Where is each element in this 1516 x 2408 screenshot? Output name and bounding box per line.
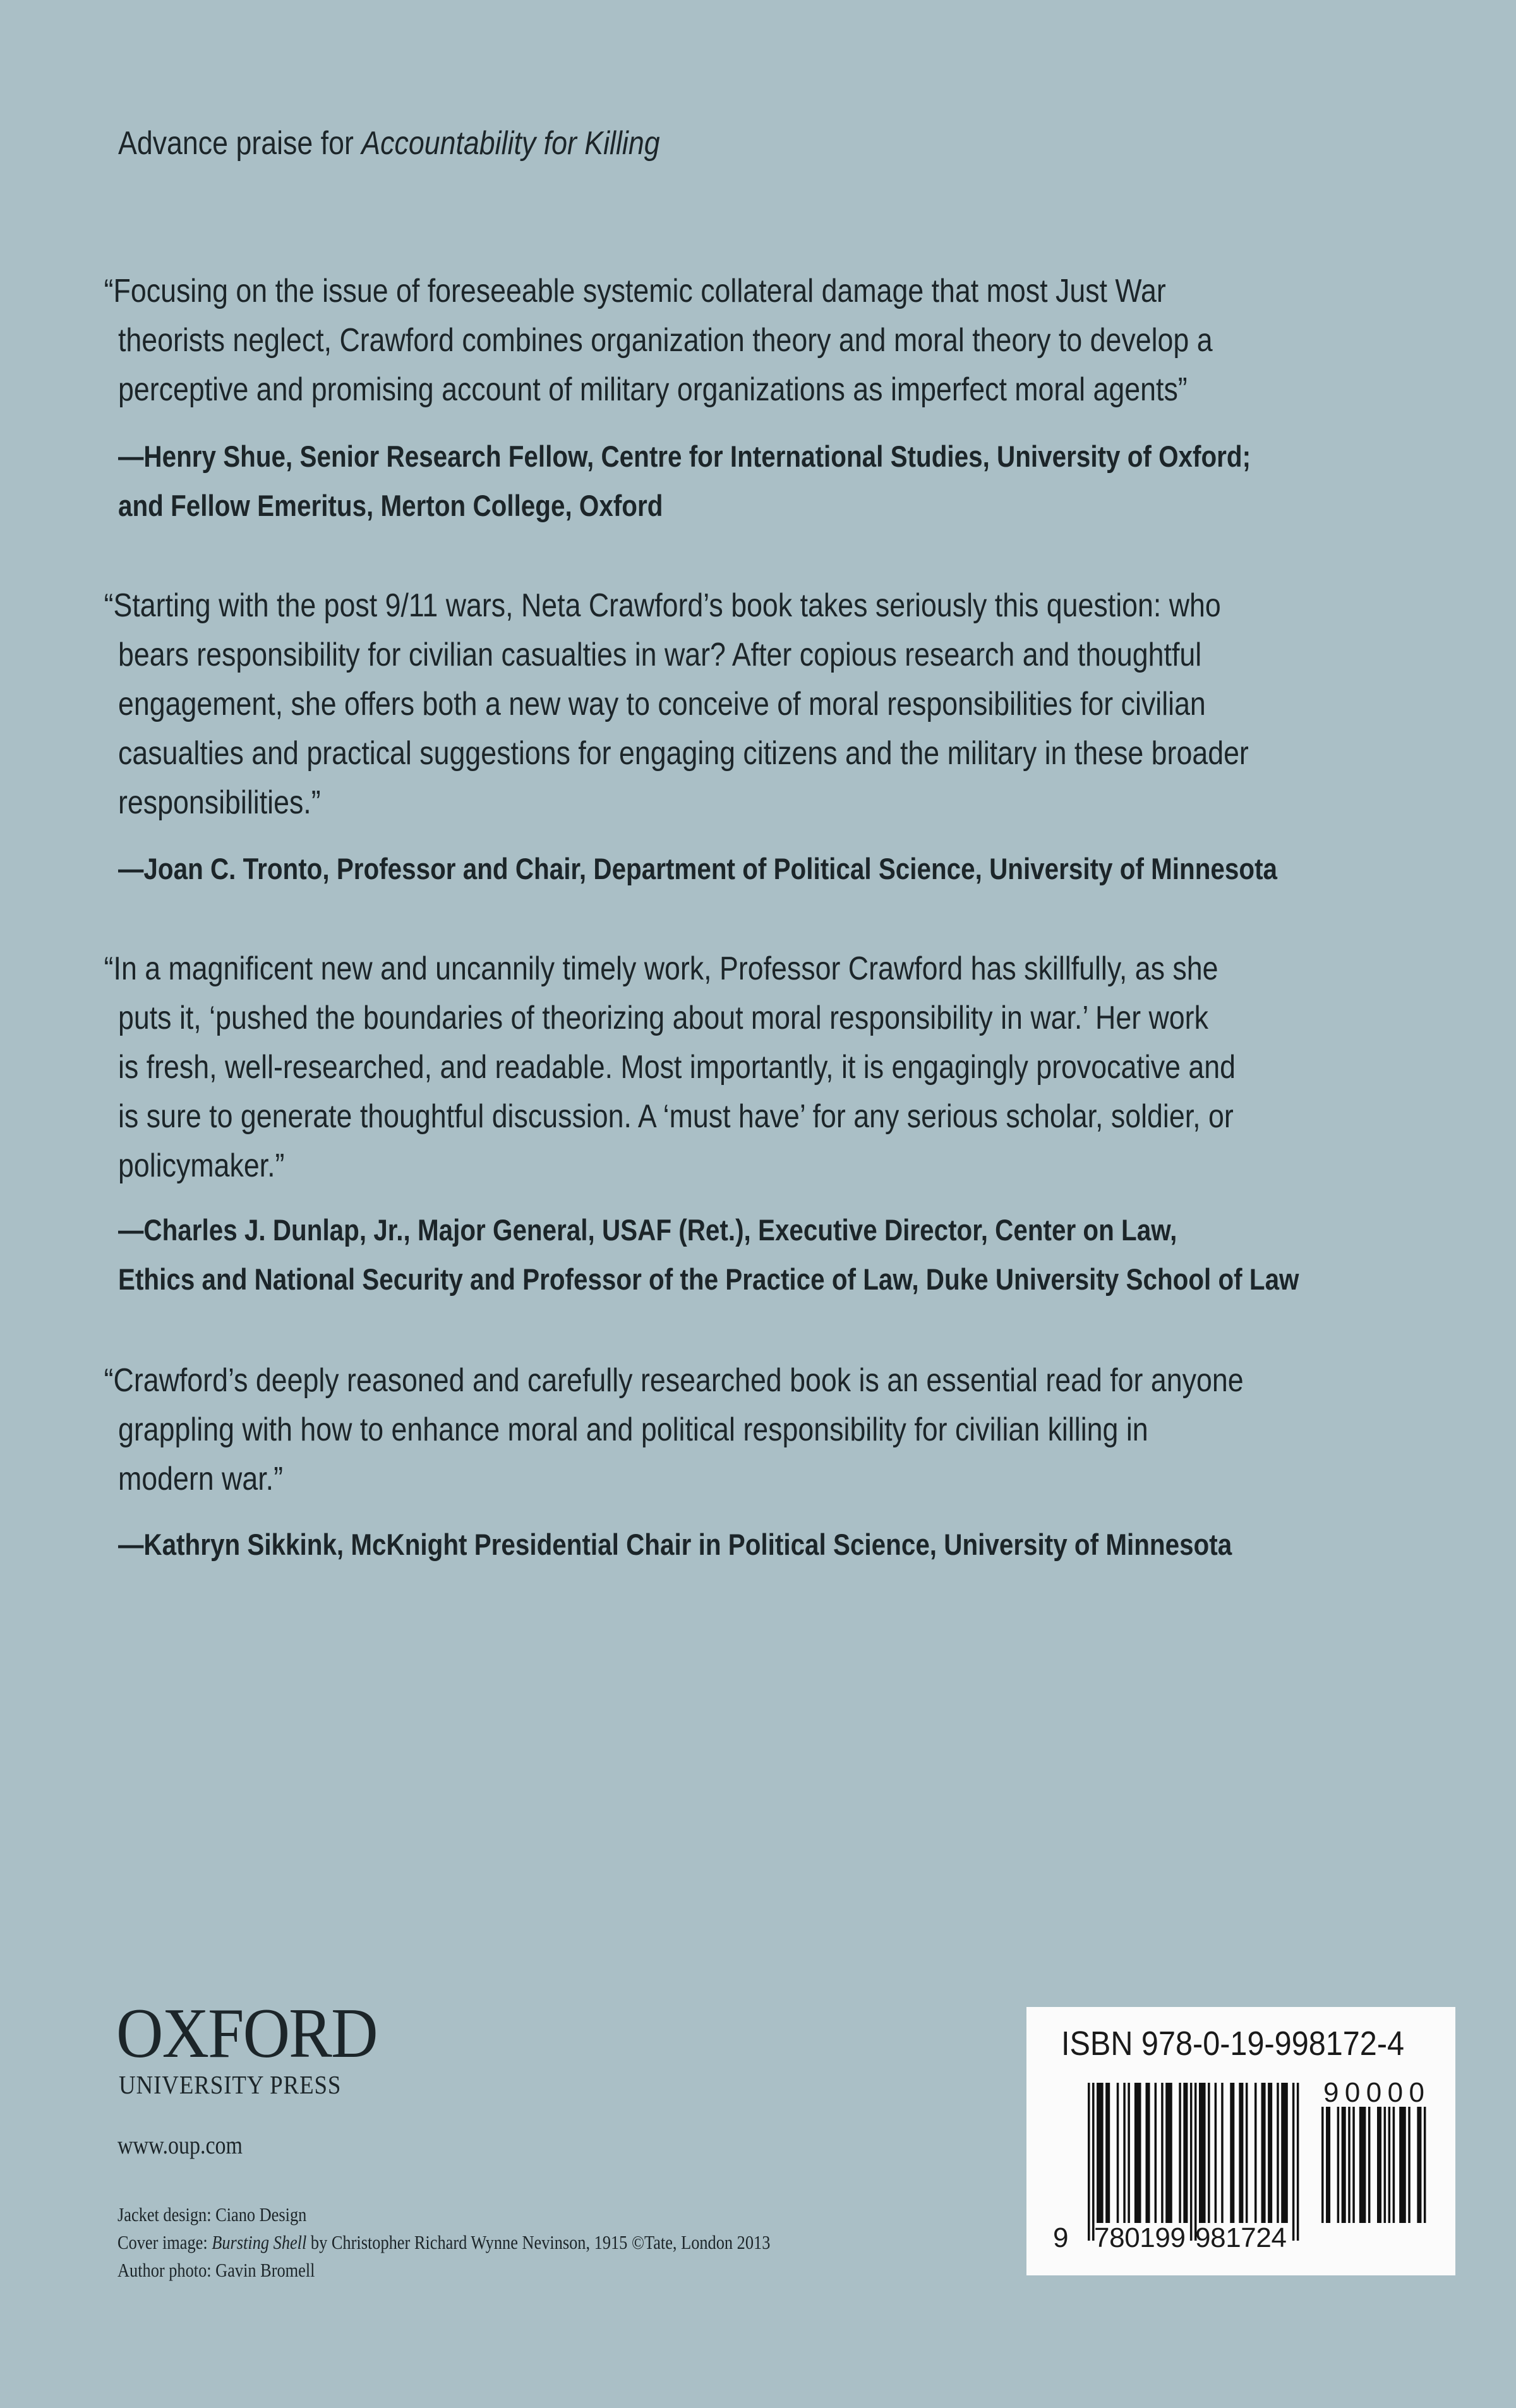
quote-line: policymaker.”	[118, 1147, 285, 1184]
quote-line: responsibilities.”	[118, 784, 321, 821]
barcode-bar	[1254, 2083, 1257, 2223]
attribution-line: and Fellow Emeritus, Merton College, Oxford	[118, 489, 663, 522]
attribution-line: —Henry Shue, Senior Research Fellow, Centre for International Studies, University of Oxford;	[118, 440, 1251, 473]
cover-credit	[117, 2229, 770, 2256]
quote-text	[104, 581, 1249, 827]
addon-bar	[1342, 2107, 1346, 2223]
barcode-bar	[1123, 2083, 1126, 2223]
book-title: Accountability for Killing	[361, 125, 660, 162]
barcode-bar	[1146, 2083, 1150, 2223]
addon-bar	[1321, 2107, 1324, 2223]
barcode-bar	[1165, 2083, 1172, 2223]
barcode-bar	[1230, 2083, 1234, 2223]
barcode-bar	[1179, 2083, 1181, 2223]
attribution-line: —Joan C. Tronto, Professor and Chair, Department of Political Science, University of Minnesota	[118, 852, 1278, 885]
quote-line: engagement, she offers both a new way to conceive of moral responsibilities for civilian	[118, 686, 1206, 722]
quote-line: “Crawford’s deeply reasoned and carefully researched book is an essential read for anyone	[104, 1362, 1244, 1399]
barcode-bar	[1199, 2083, 1206, 2223]
barcode-bar	[1281, 2083, 1288, 2223]
barcode-bar	[1292, 2083, 1295, 2241]
barcode-bar	[1134, 2083, 1141, 2223]
ean-right-digits: 981724	[1195, 2222, 1287, 2253]
barcode-bar	[1239, 2083, 1243, 2223]
quote-line: is sure to generate thoughtful discussion. A ‘must have’ for any serious scholar, soldier, or	[118, 1098, 1234, 1135]
publisher-logo-name: OXFORD	[116, 1994, 377, 2073]
quote-attribution	[118, 1206, 1299, 1304]
barcode-bar	[1097, 2083, 1104, 2223]
barcode-bar	[1221, 2083, 1224, 2223]
ean-addon-digits: 90000	[1323, 2077, 1424, 2108]
barcode-bar	[1277, 2083, 1279, 2223]
addon-bar	[1388, 2107, 1391, 2223]
quote-attribution	[118, 844, 1277, 894]
barcode-bar	[1128, 2083, 1130, 2223]
barcode-box	[1026, 2007, 1455, 2275]
barcode-bar	[1297, 2083, 1299, 2241]
addon-bar	[1384, 2107, 1387, 2223]
barcode-bar	[1246, 2083, 1248, 2223]
quote-line: is fresh, well-researched, and readable. Most importantly, it is engagingly provocative and	[118, 1049, 1236, 1086]
quote-text	[104, 267, 1213, 414]
barcode-bar	[1117, 2083, 1119, 2223]
attribution-line: —Kathryn Sikkink, McKnight Presidential Chair in Political Science, University of Minnesota	[118, 1528, 1232, 1561]
addon-bar	[1399, 2107, 1406, 2223]
cover-credit-rest: by Christopher Richard Wynne Nevinson, 1915 ©Tate, London 2013	[306, 2231, 771, 2253]
attribution-line: Ethics and National Security and Professor of the Practice of Law, Duke University School of Law	[118, 1262, 1299, 1296]
publisher-logo-subtitle: UNIVERSITY PRESS	[119, 2070, 342, 2099]
barcode-bar	[1155, 2083, 1157, 2223]
photo-credit: Author photo: Gavin Bromell	[117, 2259, 315, 2281]
addon-bar	[1348, 2107, 1351, 2223]
barcode-bar	[1190, 2083, 1193, 2241]
barcode-bar	[1092, 2083, 1095, 2241]
quote-attribution	[118, 432, 1251, 530]
quote-line: bears responsibility for civilian casualties in war? After copious research and thoughtful	[118, 637, 1202, 673]
barcode	[1026, 2007, 1455, 2275]
barcode-bar	[1208, 2083, 1210, 2223]
quote-text	[104, 944, 1236, 1190]
barcode-bar	[1105, 2083, 1110, 2223]
cover-credit-prefix: Cover image:	[117, 2231, 212, 2253]
addon-bar	[1424, 2107, 1426, 2223]
cover-credit-title: Bursting Shell	[212, 2231, 307, 2253]
attribution-line: —Charles J. Dunlap, Jr., Major General, USAF (Ret.), Executive Director, Center on Law,	[118, 1213, 1177, 1247]
addon-bar	[1359, 2107, 1366, 2223]
quote-line: casualties and practical suggestions for engaging citizens and the military in these broader	[118, 735, 1249, 772]
addon-bar	[1377, 2107, 1381, 2223]
publisher-url[interactable]: www.oup.com	[117, 2131, 243, 2159]
quote-line: perceptive and promising account of military organizations as imperfect moral agents”	[118, 371, 1188, 408]
barcode-bar	[1261, 2083, 1266, 2223]
barcode-bar	[1194, 2083, 1197, 2241]
credits	[117, 2201, 770, 2284]
addon-bar	[1417, 2107, 1421, 2223]
quote-attribution	[118, 1520, 1232, 1569]
addon-bar	[1326, 2107, 1330, 2223]
quote-line: modern war.”	[118, 1461, 283, 1497]
addon-bar	[1337, 2107, 1340, 2223]
quote-line: “Starting with the post 9/11 wars, Neta Crawford’s book takes seriously this question: who	[104, 587, 1221, 624]
isbn-label: ISBN 978-0-19-998172-4	[1061, 2025, 1405, 2063]
quote-line: “Focusing on the issue of foreseeable systemic collateral damage that most Just War	[104, 273, 1166, 309]
addon-bar	[1393, 2107, 1395, 2223]
jacket-credit: Jacket design: Ciano Design	[117, 2203, 307, 2225]
barcode-bar	[1088, 2083, 1090, 2241]
addon-bar	[1408, 2107, 1411, 2223]
addon-bar	[1368, 2107, 1371, 2223]
barcode-bar	[1183, 2083, 1188, 2223]
quote-line: puts it, ‘pushed the boundaries of theorizing about moral responsibility in war.’ Her work	[118, 1000, 1208, 1036]
praise-heading	[118, 121, 660, 165]
quote-text	[104, 1356, 1244, 1504]
ean-first-digit: 9	[1053, 2222, 1069, 2253]
barcode-bar	[1215, 2083, 1217, 2223]
ean-left-digits: 780199	[1094, 2222, 1186, 2253]
addon-bar	[1352, 2107, 1355, 2223]
quote-line: “In a magnificent new and uncannily timely work, Professor Crawford has skillfully, as she	[104, 950, 1218, 987]
praise-heading-prefix: Advance praise for	[118, 125, 362, 162]
barcode-bar	[1161, 2083, 1164, 2223]
quote-line: grappling with how to enhance moral and political responsibility for civilian killing in	[118, 1411, 1148, 1448]
quote-line: theorists neglect, Crawford combines organization theory and moral theory to develop a	[118, 322, 1213, 359]
barcode-bar	[1268, 2083, 1272, 2223]
